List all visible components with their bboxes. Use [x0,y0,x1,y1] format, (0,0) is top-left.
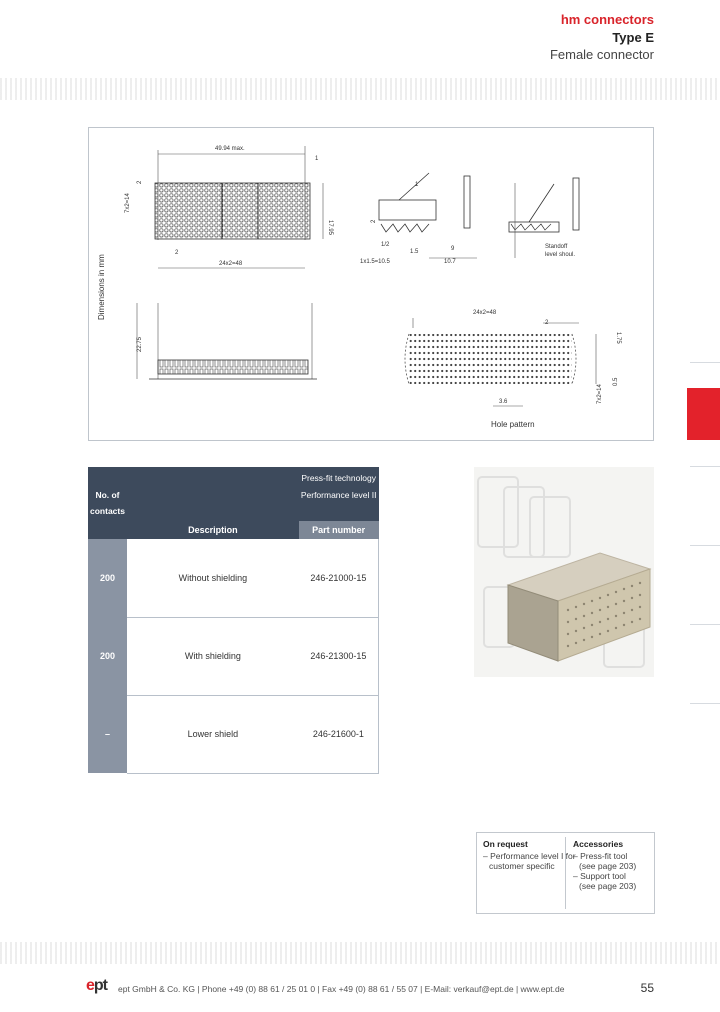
row-part-number: 246-21300-15 [299,617,379,695]
dim-2-left: 2 [137,180,143,184]
side-dim-10-7: 10.7 [444,259,456,265]
row-description: Lower shield [127,695,299,773]
header-technology [299,467,379,521]
dim-1: 1 [315,156,319,162]
header-category: hm connectors [560,12,654,27]
accessory-item: – Support tool [573,871,626,881]
accessories-title: Accessories [573,839,624,849]
row-contacts: – [88,695,127,773]
dim-2-bottom: 2 [175,250,179,256]
table-row [88,617,379,695]
header-description: Description [127,467,299,539]
hp-rows: 7x2=14 [597,384,603,404]
standoff-line-1: Standoff [545,244,568,250]
header-type: Type E [612,30,654,45]
hp-3-6: 3.6 [499,399,508,405]
drawing-svg [89,128,653,440]
side-rule [690,545,720,546]
notes-box [476,832,655,914]
hole-pattern-label: Hole pattern [491,420,535,429]
bottom-view [137,303,317,379]
on-request-title: On request [483,839,528,849]
side-dim-range: 1x1.5=10.5 [360,259,390,265]
standoff-line-2: level shoul. [545,252,576,258]
on-request-item: – Performance level I for [483,851,576,861]
side-dim-half: 1/2 [381,242,390,248]
accessories-section [573,839,636,891]
on-request-section [483,839,576,871]
accessory-item: (see page 203) [579,861,637,871]
row-contacts: 200 [88,539,127,617]
row-part-number: 246-21600-1 [299,695,379,773]
footer-contact: ept GmbH & Co. KG | Phone +49 (0) 88 61 / 25 01 0 | Fax +49 (0) 88 61 / 55 07 | E-Mail: verkauf@ept.de | www.ept.de [118,984,565,994]
side-rule [690,362,720,363]
side-dim-9: 9 [451,246,455,252]
dim-total-width: 49.94 max. [215,146,245,152]
side-dim-1: 1 [415,182,419,188]
parts-table [88,467,379,774]
hp-2: 2 [545,320,549,326]
units-label: Dimensions in mm [97,254,106,320]
side-rule [690,466,720,467]
on-request-item: customer specific [489,861,555,871]
table-row [88,539,379,617]
header-tech-line2: Performance level II [300,490,377,500]
hp-pitch: 24x2=48 [473,310,497,316]
dim-pitch-cols: 24x2=48 [219,261,243,267]
dim-22-75: 22.75 [137,336,143,352]
hole-pattern-view [405,310,621,429]
technical-drawing [88,127,654,441]
side-dim-1-5: 1.5 [410,249,419,255]
side-view-right [509,178,579,258]
front-view [125,146,333,268]
table-header-row [88,467,379,521]
page-number: 55 [640,981,654,995]
row-part-number: 246-21000-15 [299,539,379,617]
table-row [88,695,379,773]
header-subtitle: Female connector [549,47,654,62]
bottom-decor-stripes [0,942,720,964]
hp-1-75: 1.75 [615,332,621,344]
side-rule [690,624,720,625]
ept-logo: ept [86,977,108,994]
page-footer [86,977,654,1001]
side-view-left [360,173,477,265]
product-photo [474,467,654,677]
dim-height: 17.95 [327,220,333,236]
row-description: With shielding [127,617,299,695]
accessory-item: (see page 203) [579,881,637,891]
dim-pitch-rows: 7x2=14 [125,193,131,213]
accessory-item: – Press-fit tool [573,851,628,861]
hp-0-5: 0.5 [613,377,619,386]
top-decor-stripes [0,78,720,100]
side-dim-2: 2 [371,219,377,223]
side-rule [690,703,720,704]
row-contacts: 200 [88,617,127,695]
header-tech-line1: Press-fit technology [301,473,376,483]
header-contacts: No. of contacts [88,467,127,539]
section-tab [687,388,720,440]
row-description: Without shielding [127,539,299,617]
header-part-number: Part number [299,521,379,539]
